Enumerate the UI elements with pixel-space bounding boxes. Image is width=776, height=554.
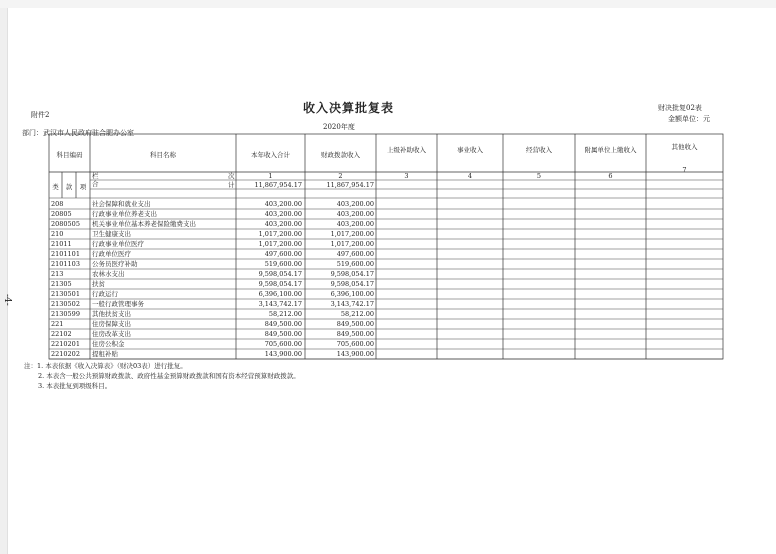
row-fiscal: 403,200.00 [336, 210, 374, 218]
total-label-left: 合 [92, 180, 99, 188]
total-amount: 11,867,954.17 [254, 181, 302, 189]
row-name: 扶贫 [92, 280, 105, 288]
index-1: 1 [268, 172, 273, 180]
row-total: 849,500.00 [264, 330, 302, 338]
index-7: 7 [682, 166, 687, 174]
col-header-fiscal: 财政拨款收入 [321, 151, 360, 159]
row-code: 2080505 [51, 220, 80, 228]
note-2: 2. 本表含一般公共预算财政拨款、政府性基金预算财政拨款和国有资本经营预算财政拨款。 [38, 372, 300, 380]
amount-unit: 金额单位：元 [668, 115, 710, 123]
row-total: 403,200.00 [264, 210, 302, 218]
row-total: 3,143,742.17 [258, 300, 302, 308]
col-header-total: 本年收入合计 [251, 151, 290, 159]
row-code: 22102 [51, 330, 72, 338]
row-code: 21305 [51, 280, 72, 288]
row-name: 机关事业单位基本养老保险缴费支出 [92, 220, 196, 228]
index-5: 5 [536, 172, 542, 180]
row-name: 住房改革支出 [92, 330, 131, 338]
form-number: 财决批复02表 [658, 104, 702, 112]
row-code: 210 [51, 230, 64, 238]
row-total: 849,500.00 [264, 320, 302, 328]
index-2: 2 [338, 172, 343, 180]
row-name: 住房公积金 [92, 340, 125, 348]
row-code: 213 [51, 270, 64, 278]
row-total: 1,017,200.00 [258, 240, 302, 248]
row-name: 行政事业单位医疗 [92, 240, 144, 248]
col-header-other: 其他收入 [671, 143, 698, 151]
row-total: 1,017,200.00 [258, 230, 302, 238]
row-fiscal: 849,500.00 [336, 320, 374, 328]
fiscal-year: 2020年度 [323, 123, 355, 131]
row-code: 2210201 [51, 340, 80, 348]
index-label: 栏 [92, 172, 99, 180]
index-4: 4 [467, 172, 473, 180]
row-name: 行政单位医疗 [92, 250, 131, 258]
row-total: 403,200.00 [264, 200, 302, 208]
col-header-business: 事业收入 [457, 146, 483, 154]
row-fiscal: 58,212.00 [340, 310, 374, 318]
row-total: 9,598,054.17 [258, 270, 302, 278]
department-name: 部门：武汉市人民政府驻合肥办公室 [22, 129, 134, 137]
row-fiscal: 1,017,200.00 [330, 230, 374, 238]
row-name: 提租补贴 [92, 350, 118, 358]
row-name: 农林水支出 [92, 270, 125, 278]
row-name: 卫生健康支出 [92, 230, 131, 238]
row-total: 58,212.00 [268, 310, 302, 318]
row-name: 一般行政管理事务 [92, 300, 144, 308]
row-fiscal: 849,500.00 [336, 330, 374, 338]
note-3: 3. 本表批复到项级科目。 [38, 382, 112, 390]
index-label-2: 次 [228, 172, 235, 180]
row-name: 其他扶贫支出 [92, 310, 131, 318]
row-fiscal: 9,598,054.17 [330, 270, 374, 278]
row-total: 519,600.00 [264, 260, 302, 268]
col-header-operating: 经营收入 [526, 146, 552, 154]
row-name: 住房保障支出 [92, 320, 131, 328]
sub-header-item: 款 [65, 183, 73, 191]
index-3: 3 [404, 172, 409, 180]
row-code: 2130502 [51, 300, 80, 308]
sub-header-sub: 项 [79, 183, 87, 191]
row-fiscal: 403,200.00 [336, 220, 374, 228]
col-header-subsidy: 上级补助收入 [387, 146, 426, 154]
row-code: 2210202 [51, 350, 80, 358]
row-code: 208 [51, 200, 64, 208]
row-fiscal: 9,598,054.17 [330, 280, 374, 288]
row-fiscal: 143,900.00 [336, 350, 374, 358]
row-total: 143,900.00 [264, 350, 302, 358]
row-total: 403,200.00 [264, 220, 302, 228]
total-label-right: 计 [228, 181, 235, 189]
row-code: 21011 [51, 240, 72, 248]
row-code: 2130501 [51, 290, 80, 298]
row-fiscal: 403,200.00 [336, 200, 374, 208]
row-fiscal: 497,600.00 [336, 250, 374, 258]
row-name: 公务员医疗补助 [92, 260, 138, 268]
total-fiscal: 11,867,954.17 [326, 181, 374, 189]
sub-header-class: 类 [52, 183, 59, 191]
row-code: 20805 [51, 210, 72, 218]
row-fiscal: 1,017,200.00 [330, 240, 374, 248]
row-total: 9,598,054.17 [258, 280, 302, 288]
row-fiscal: 3,143,742.17 [330, 300, 374, 308]
row-total: 6,396,100.00 [258, 290, 302, 298]
col-header-name: 科目名称 [150, 151, 176, 159]
row-name: 社会保障和就业支出 [92, 200, 151, 208]
col-header-code: 科目编码 [56, 151, 83, 159]
col-header-affiliated: 附属单位上缴收入 [584, 146, 637, 154]
row-name: 行政运行 [92, 290, 118, 298]
row-fiscal: 6,396,100.00 [330, 290, 374, 298]
row-code: 2130599 [51, 310, 80, 318]
row-code: 221 [51, 320, 64, 328]
row-name: 行政事业单位养老支出 [92, 210, 157, 218]
page-number: -4- [2, 294, 12, 306]
note-1: 注：1. 本表依据《收入决算表》（财决03表）进行批复。 [24, 362, 187, 370]
row-fiscal: 519,600.00 [336, 260, 374, 268]
row-total: 705,600.00 [264, 340, 302, 348]
row-code: 2101101 [51, 250, 80, 258]
row-fiscal: 705,600.00 [336, 340, 374, 348]
row-total: 497,600.00 [264, 250, 302, 258]
index-6: 6 [608, 172, 613, 180]
page-title: 收入决算批复表 [303, 101, 395, 115]
notes [24, 361, 300, 391]
attachment-label: 附件2 [31, 111, 50, 119]
row-code: 2101103 [51, 260, 80, 268]
